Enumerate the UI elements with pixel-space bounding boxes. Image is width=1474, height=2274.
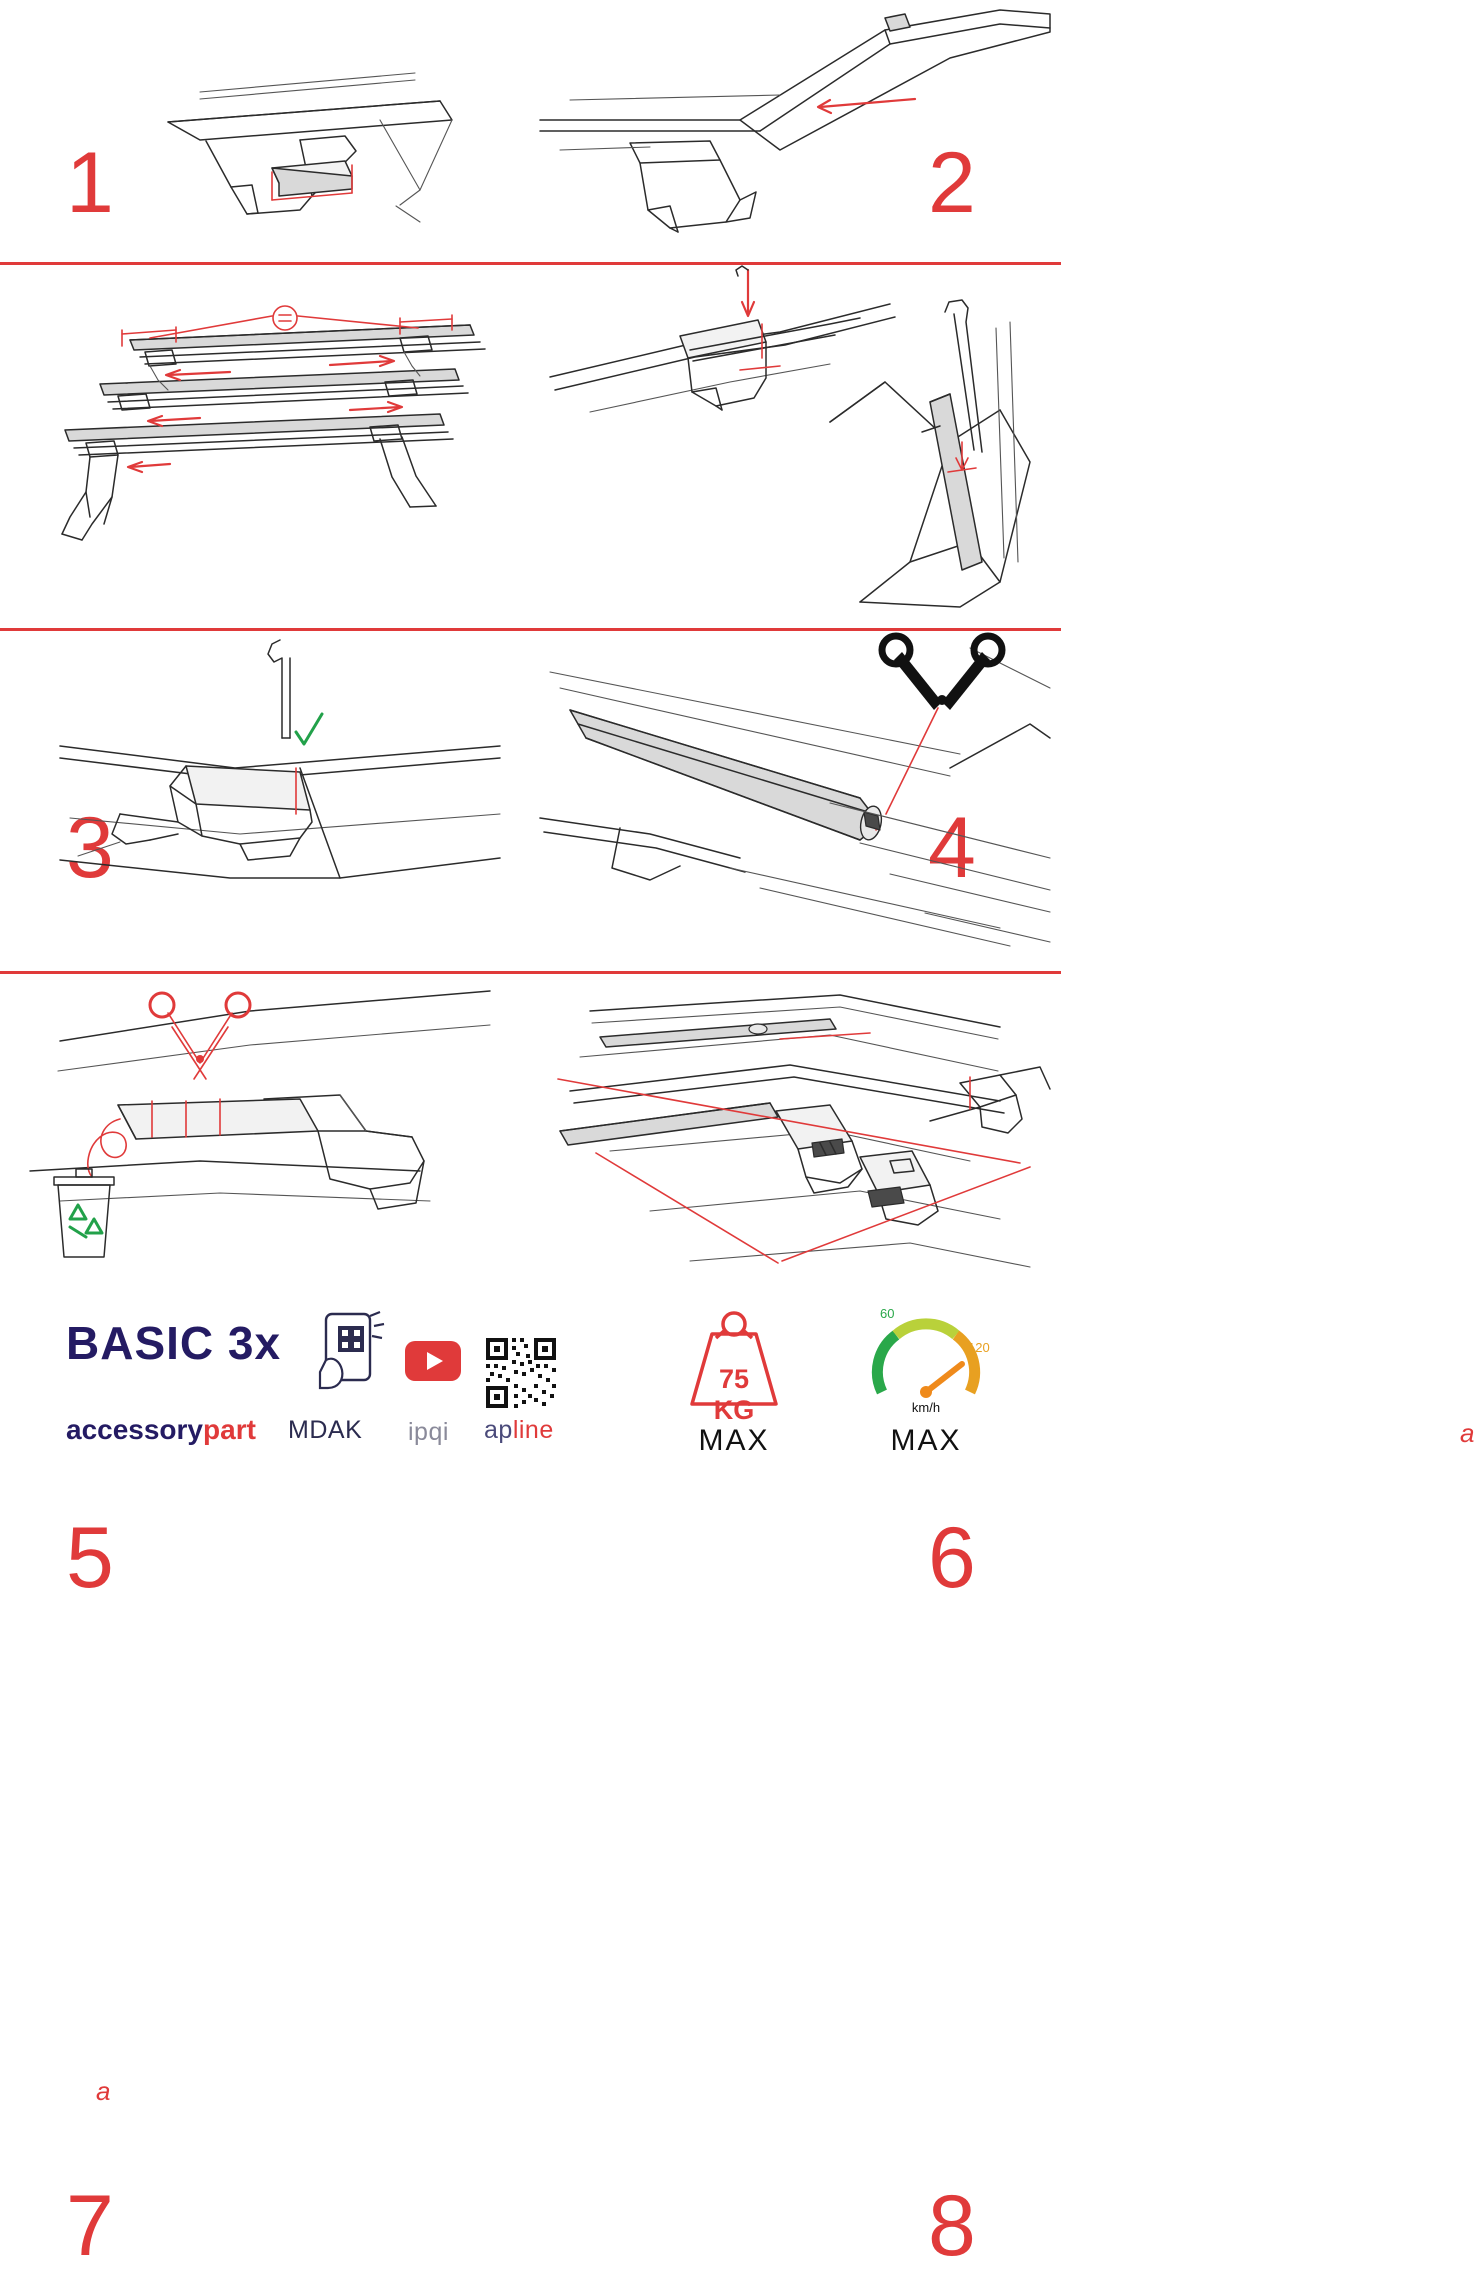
- logo-label-apline: [484, 1416, 554, 1445]
- brand-accessory-text: accessory: [66, 1414, 204, 1445]
- label-part-a-step6: a: [1460, 1418, 1474, 1448]
- step-number-5: 5: [66, 1510, 113, 1606]
- step-3-illustration: [0, 262, 530, 628]
- mdak-right: K: [345, 1416, 363, 1444]
- footer: [0, 1296, 1061, 1500]
- step-5-illustration: [0, 628, 530, 971]
- product-name-text: BASIC 3: [66, 1317, 255, 1369]
- label-part-a-step7: a: [96, 2076, 111, 2106]
- speed-unit-label: km/h: [911, 1400, 941, 1415]
- max-speed-label: MAX: [890, 1424, 962, 1457]
- step-7-illustration: [0, 971, 530, 1296]
- step-number-6: 6: [928, 1510, 975, 1606]
- scissors-icon-step7: [150, 993, 250, 1079]
- step-panel-3: [0, 262, 530, 896]
- youtube-icon[interactable]: [404, 1340, 462, 1382]
- step-number-2: 2: [928, 135, 975, 231]
- gauge-tick-min: 60: [880, 1306, 895, 1321]
- max-weight-value: 75 KG: [713, 1364, 755, 1425]
- step-6-illustration: [530, 628, 1061, 971]
- mdak-left: MD: [288, 1416, 328, 1444]
- brand-logo-accessorypart: [66, 1414, 256, 1446]
- mdak-a: A: [327, 1416, 346, 1444]
- step-number-7: 7: [66, 2178, 113, 2274]
- apline-right: line: [512, 1416, 554, 1444]
- qr-code-icon: [484, 1336, 558, 1410]
- product-name: [66, 1316, 281, 1370]
- step-number-1: 1: [66, 135, 113, 231]
- step-number-8: 8: [928, 2178, 975, 2274]
- scissors-icon-step6: [882, 636, 1002, 710]
- step-2-illustration: [530, 0, 1061, 262]
- step-panel-2: [530, 0, 1061, 262]
- max-weight-label: MAX: [698, 1424, 770, 1457]
- step-panel-1: [0, 0, 530, 262]
- step-4-illustration: [530, 262, 1061, 628]
- step-panel-4: [530, 262, 1061, 896]
- product-name-suffix: x: [254, 1317, 282, 1369]
- step-number-3: 3: [66, 800, 113, 896]
- logo-label-ipqi: ipqi: [408, 1418, 449, 1446]
- logo-label-mdak: [288, 1416, 362, 1445]
- brand-part-text: part: [203, 1414, 256, 1445]
- phone-scan-qr-icon: [310, 1310, 390, 1402]
- step-8-illustration: [530, 971, 1061, 1296]
- recycle-bin-icon: [54, 1169, 114, 1257]
- step-number-4: 4: [928, 800, 975, 896]
- apline-left: ap: [484, 1416, 513, 1444]
- gauge-tick-max: 120: [968, 1340, 990, 1355]
